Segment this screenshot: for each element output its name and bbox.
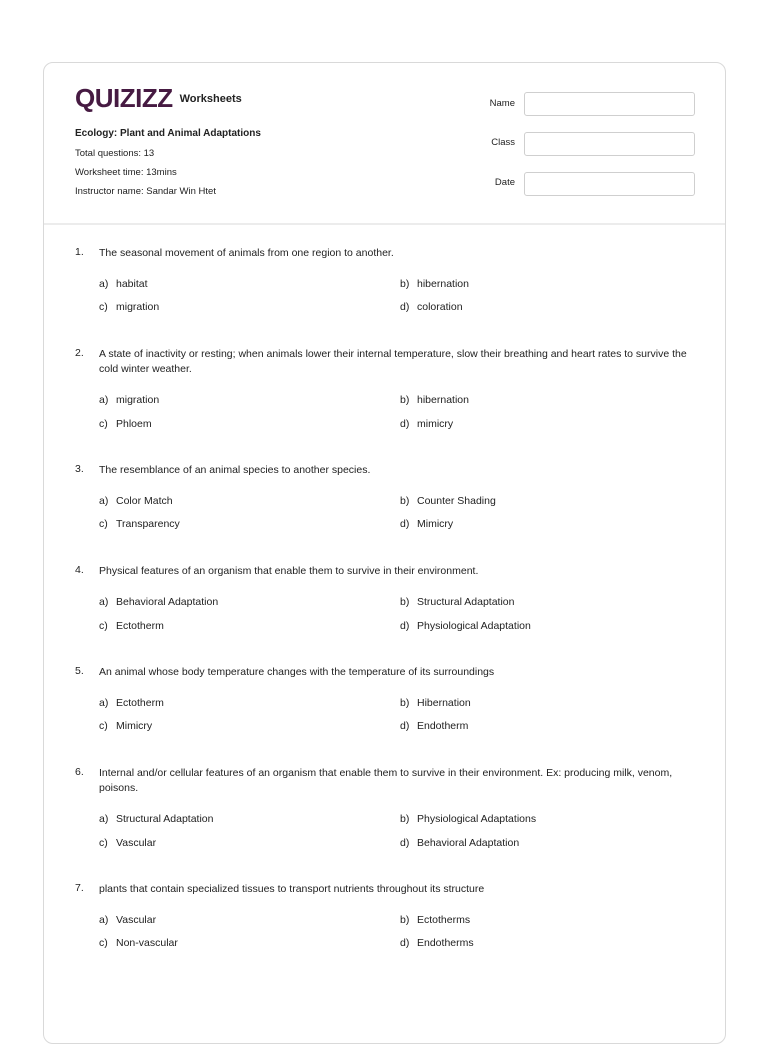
option-text: mimicry: [417, 418, 454, 430]
option-text: Physiological Adaptations: [417, 813, 537, 825]
option-letter: c): [99, 518, 108, 530]
option-d: [400, 620, 531, 632]
option-letter: c): [99, 418, 108, 430]
option-letter: c): [99, 720, 108, 732]
option-text: Color Match: [116, 495, 173, 507]
option-text: Transparency: [116, 518, 180, 530]
option-text: Non-vascular: [116, 937, 178, 949]
option-text: Hibernation: [417, 697, 471, 709]
option-a: [99, 697, 164, 709]
worksheet: [43, 62, 726, 1044]
option-c: [99, 418, 152, 430]
option-text: Phloem: [116, 418, 152, 430]
option-c: [99, 518, 180, 530]
option-letter: d): [400, 518, 410, 530]
option-b: [400, 278, 469, 290]
option-text: Counter Shading: [417, 495, 496, 507]
option-letter: a): [99, 914, 109, 926]
option-letter: b): [400, 495, 410, 507]
option-text: Ectotherm: [116, 620, 164, 632]
option-text: Structural Adaptation: [417, 596, 515, 608]
option-text: Ectotherm: [116, 697, 164, 709]
option-letter: d): [400, 301, 410, 313]
option-a: [99, 495, 173, 507]
option-text: migration: [116, 394, 160, 406]
option-letter: d): [400, 418, 410, 430]
option-text: migration: [116, 301, 160, 313]
question-text: The seasonal movement of animals from one region to another.: [99, 247, 394, 259]
option-letter: d): [400, 620, 410, 632]
question-number: 1.: [75, 246, 84, 258]
brand: [75, 85, 242, 111]
option-text: Mimicry: [116, 720, 153, 732]
name-label: Name: [489, 98, 515, 109]
option-text: Vascular: [116, 914, 157, 926]
worksheet-header: [44, 63, 725, 225]
option-letter: b): [400, 813, 410, 825]
quizizz-logo: QUIZIZZ: [75, 83, 173, 113]
question-number: 6.: [75, 766, 84, 778]
worksheet-time: Worksheet time: 13mins: [75, 167, 177, 178]
option-text: Physiological Adaptation: [417, 620, 531, 632]
option-letter: a): [99, 813, 109, 825]
option-text: Ectotherms: [417, 914, 471, 926]
option-letter: d): [400, 937, 410, 949]
option-a: [99, 914, 156, 926]
instructor-name: Instructor name: Sandar Win Htet: [75, 186, 216, 197]
option-letter: b): [400, 697, 410, 709]
option-letter: b): [400, 278, 410, 290]
option-c: [99, 837, 156, 849]
option-b: [400, 697, 471, 709]
question-text: An animal whose body temperature changes with the temperature of its surroundings: [99, 666, 495, 678]
option-text: hibernation: [417, 394, 469, 406]
question-number: 7.: [75, 882, 84, 894]
option-letter: a): [99, 697, 109, 709]
option-a: [99, 596, 218, 608]
option-letter: b): [400, 596, 410, 608]
question-number: 4.: [75, 564, 84, 576]
question-text: The resemblance of an animal species to another species.: [99, 464, 371, 476]
option-a: [99, 394, 159, 406]
option-text: Endotherm: [417, 720, 469, 732]
option-b: [400, 596, 514, 608]
option-letter: c): [99, 937, 108, 949]
option-d: [400, 937, 474, 949]
option-text: habitat: [116, 278, 148, 290]
option-letter: d): [400, 837, 410, 849]
option-letter: d): [400, 720, 410, 732]
class-label: Class: [491, 137, 515, 148]
question-text: plants that contain specialized tissues to transport nutrients throughout its structure: [99, 883, 485, 895]
option-d: [400, 837, 519, 849]
option-letter: b): [400, 394, 410, 406]
option-text: coloration: [417, 301, 463, 313]
class-field[interactable]: [524, 132, 695, 156]
option-c: [99, 620, 164, 632]
question-text: Internal and/or cellular features of an organism that enable them to survive in their environment. Ex: producing milk, venom, poisons.: [99, 767, 673, 794]
brand-subtitle: Worksheets: [179, 93, 242, 105]
option-c: [99, 720, 152, 732]
option-text: Vascular: [116, 837, 157, 849]
option-a: [99, 813, 213, 825]
worksheet-title: Ecology: Plant and Animal Adaptations: [75, 128, 261, 139]
option-d: [400, 720, 468, 732]
total-questions: Total questions: 13: [75, 148, 155, 159]
option-text: Endotherms: [417, 937, 474, 949]
option-letter: a): [99, 394, 109, 406]
option-text: hibernation: [417, 278, 469, 290]
date-label: Date: [494, 177, 515, 188]
option-text: Behavioral Adaptation: [417, 837, 520, 849]
option-c: [99, 301, 159, 313]
date-field[interactable]: [524, 172, 695, 196]
option-b: [400, 495, 496, 507]
question-text: A state of inactivity or resting; when animals lower their internal temperature, slow their breathing and heart rates to survive the cold winter weather.: [99, 348, 687, 375]
option-letter: c): [99, 837, 108, 849]
option-d: [400, 301, 463, 313]
option-letter: a): [99, 596, 109, 608]
option-d: [400, 418, 453, 430]
option-letter: c): [99, 620, 108, 632]
option-letter: b): [400, 914, 410, 926]
option-c: [99, 937, 178, 949]
option-text: Structural Adaptation: [116, 813, 214, 825]
name-field[interactable]: [524, 92, 695, 116]
option-b: [400, 813, 536, 825]
option-text: Behavioral Adaptation: [116, 596, 219, 608]
question-number: 2.: [75, 347, 84, 359]
option-letter: c): [99, 301, 108, 313]
option-b: [400, 914, 470, 926]
option-letter: a): [99, 278, 109, 290]
question-number: 3.: [75, 463, 84, 475]
option-letter: a): [99, 495, 109, 507]
option-a: [99, 278, 148, 290]
option-d: [400, 518, 453, 530]
question-text: Physical features of an organism that enable them to survive in their environment.: [99, 565, 479, 577]
question-number: 5.: [75, 665, 84, 677]
option-b: [400, 394, 469, 406]
option-text: Mimicry: [417, 518, 454, 530]
